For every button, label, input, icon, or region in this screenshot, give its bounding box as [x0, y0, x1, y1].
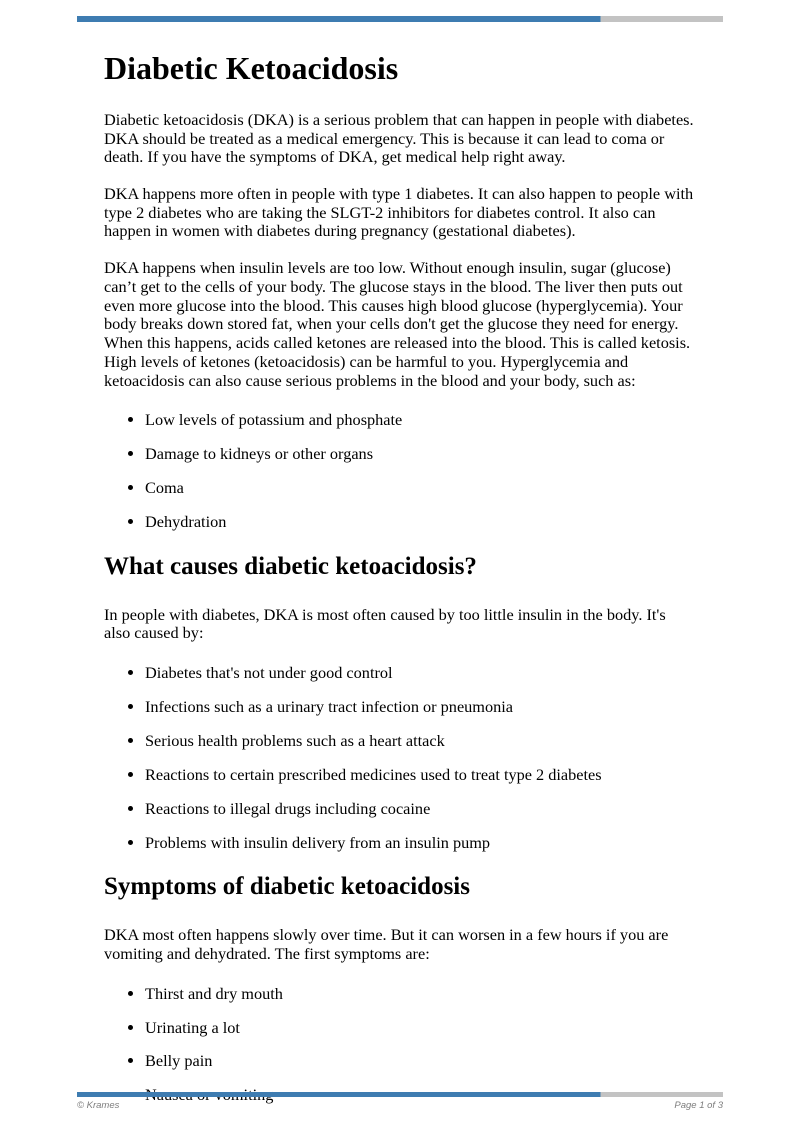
list-item: • Dehydration — [145, 513, 695, 532]
document-title: Diabetic Ketoacidosis — [104, 50, 399, 86]
copyright-label: © Krames — [77, 1100, 120, 1111]
page-footer — [77, 1092, 723, 1111]
list-item: • Low levels of potassium and phosphate — [145, 411, 695, 430]
symptoms-heading: Symptoms of diabetic ketoacidosis — [104, 873, 470, 901]
intro-paragraph-2: DKA happens more often in people with type 1 diabetes. It can also happen to people with type 2 diabetes who are taking the SLGT-2 inhibitors for diabetes control. It also can happen in women with diabetes during pregnancy (gestational diabetes). — [104, 184, 694, 241]
list-item: • Reactions to illegal drugs including cocaine — [145, 800, 695, 819]
causes-intro: In people with diabetes, DKA is most often caused by too little insulin in the body. It's also caused by: — [104, 604, 666, 643]
intro-paragraph-1: Diabetic ketoacidosis (DKA) is a serious problem that can happen in people with diabetes. DKA should be treated as a medical emergency. This is because it can lead to coma or death. If you have the symptoms of DKA, get medical help right away. — [104, 109, 694, 167]
list-item: • Problems with insulin delivery from an insulin pump — [145, 834, 695, 853]
list-item: • Infections such as a urinary tract infection or pneumonia — [145, 698, 695, 717]
page-number-label: Page 1 of 3 — [674, 1100, 723, 1111]
list-item: • Urinating a lot — [145, 1019, 695, 1038]
list-item: • Reactions to certain prescribed medicines used to treat type 2 diabetes — [145, 766, 695, 785]
footer-text-row — [77, 1100, 723, 1111]
document-body — [104, 50, 695, 1126]
list-item: • Belly pain — [145, 1052, 695, 1071]
header-rule — [77, 16, 723, 22]
list-item: • Diabetes that's not under good control — [145, 664, 695, 683]
intro-paragraph-3: DKA happens when insulin levels are too low. Without enough insulin, sugar (glucose) can’t get to the cells of your body. The glucose stays in the blood. The liver then puts out even more glucose into the blood. This causes high blood glucose (hyperglycemia). Your body breaks down stored fat, when your cells don't get the glucose they need for energy. When this happens, acids called ketones are released into the blood. This is called ketosis. High levels of ketones (ketoacidosis) can be harmful to you. Hyperglycemia and ketoacidosis can also cause serious problems in the blood and your body, such as: — [104, 258, 691, 390]
footer-rule — [77, 1092, 723, 1097]
complications-list — [104, 411, 695, 532]
symptoms-list — [104, 985, 695, 1106]
symptoms-intro: DKA most often happens slowly over time. But it can worsen in a few hours if you are vomiting and dehydrated. The first symptoms are: — [104, 925, 669, 963]
causes-list — [104, 664, 695, 852]
list-item: • Damage to kidneys or other organs — [145, 445, 695, 464]
list-item: • Serious health problems such as a heart attack — [145, 732, 695, 751]
list-item: • Coma — [145, 479, 695, 498]
list-item: • Thirst and dry mouth — [145, 985, 695, 1004]
causes-heading: What causes diabetic ketoacidosis? — [104, 552, 477, 580]
